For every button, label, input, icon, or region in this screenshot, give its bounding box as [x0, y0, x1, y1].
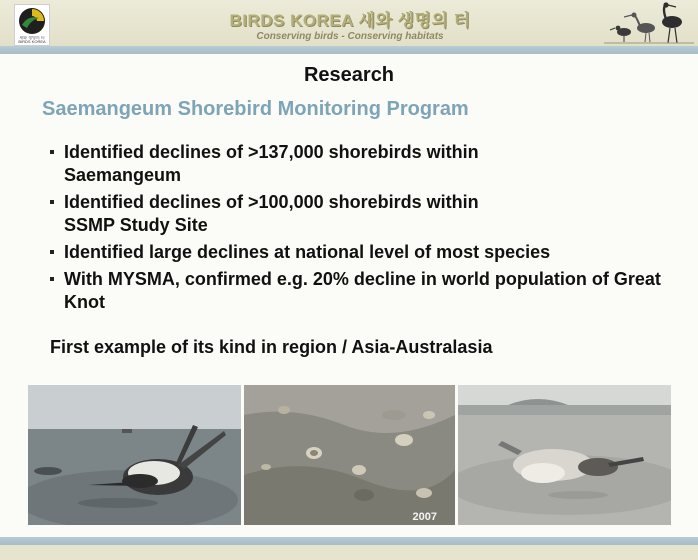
- photo-carcass-tidal-flat: [458, 385, 671, 525]
- bullet-list: [46, 141, 686, 318]
- wading-birds-icon: [604, 2, 694, 44]
- header-divider: [0, 46, 698, 54]
- bullet-text: Identified declines of >100,000 shorebirds within SSMP Study Site: [64, 192, 479, 235]
- bullet-item: [46, 241, 686, 264]
- bullet-item: [46, 268, 686, 314]
- slide-subtitle: Saemangeum Shorebird Monitoring Program: [42, 98, 469, 120]
- bullet-item: [46, 141, 686, 187]
- bullet-item: [46, 191, 686, 237]
- header-band: [0, 0, 698, 46]
- logo-text-english: BIRDS KOREA: [18, 40, 46, 44]
- bullet-text: Identified large declines at national level of most species: [64, 242, 551, 262]
- bullet-marker: [50, 150, 54, 154]
- photo-dead-bird-mudflat: [28, 385, 241, 525]
- birds-korea-logo: [14, 4, 50, 46]
- footer-divider: [0, 537, 698, 545]
- logo-text: [15, 36, 49, 44]
- bullet-marker: [50, 277, 54, 281]
- summary-note: First example of its kind in region / Asia-Australasia: [50, 337, 493, 357]
- slide-title: Research: [303, 64, 395, 86]
- bullet-marker: [50, 200, 54, 204]
- bullet-text: With MYSMA, confirmed e.g. 20% decline in world population of Great Knot: [64, 269, 661, 312]
- logo-emblem-icon: [17, 6, 47, 36]
- photo-shells-in-mud: [244, 385, 455, 525]
- brand-title: BIRDS KOREA 새와 생명의 터: [229, 11, 471, 30]
- logo-text-korean: 새와 생명의 터: [19, 36, 45, 40]
- photo-year-label: 2007: [412, 511, 437, 523]
- footer-band: [0, 545, 698, 560]
- bullet-text: Identified declines of >137,000 shorebirds within Saemangeum: [64, 142, 479, 185]
- bullet-marker: [50, 250, 54, 254]
- brand-tagline: Conserving birds - Conserving habitats: [256, 31, 444, 42]
